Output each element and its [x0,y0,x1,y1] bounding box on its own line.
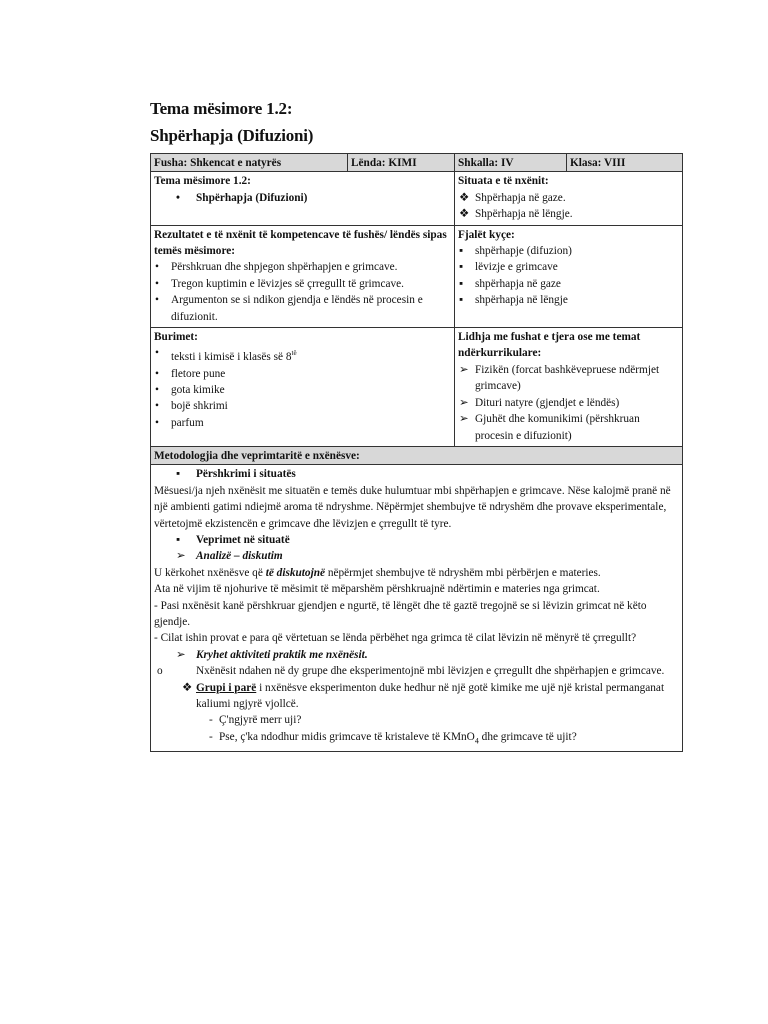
kryhet-heading: Kryhet aktiviteti praktik me nxënësit. [196,648,368,661]
list-item [458,411,679,444]
list-item [154,663,679,679]
bullet-marker: • [155,384,159,397]
list-item [458,276,679,292]
pershkrimi-heading: Përshkrimi i situatës [196,468,296,481]
questions [154,712,679,749]
rezultatet-item: Përshkruan dhe shpjegon shpërhapjen e grimcave. [171,261,398,274]
burimet-item: parfum [171,416,204,429]
bullet-marker: • [155,294,159,307]
page-title-line-1: Tema mësimore 1.2: [150,99,293,118]
bullet-marker: • [155,277,159,290]
list-item [458,362,679,395]
fjalet-item: lëvizje e grimcave [475,261,558,274]
tema-cell [151,172,455,225]
metodologjia-label: Metodologjia dhe veprimtaritë e nxënësve: [151,446,683,464]
metodologjia-cell [151,465,683,752]
fjalet-cell [455,225,683,327]
tema-item: Shpërhapja (Difuzioni) [196,191,308,204]
lidhja-item: Fizikën (forcat bashkëvepruese ndërmjet grimcave) [475,363,660,393]
situata-cell [455,172,683,225]
situata-list [458,190,679,223]
lidhja-item: Dituri natyre (gjendjet e lëndës) [475,396,620,409]
lesson-plan-table [150,153,683,752]
question-text: Pse, ç'ka ndodhur midis grimcave të kristaleve të KMnO [219,730,475,743]
list-item [458,243,679,259]
list-item [154,259,451,275]
lidhja-list [458,362,679,444]
bullet-marker: • [155,400,159,413]
list-item [458,206,679,222]
list-item [154,276,451,292]
bullet-marker: • [176,191,180,204]
header-row [151,154,683,172]
paragraph-2: Ata në vijim të njohurive të mësimit të mëparshëm përshkruajnë ndërtimin e materies nga grimcat. [154,583,600,596]
list-item [154,415,451,431]
metodologjia-row [151,465,683,752]
burimet-item: teksti i kimisë i klasës së 8 [171,351,292,364]
rezultatet-list [154,259,451,325]
diamond-marker: ❖ [459,208,470,221]
arrow-marker: ➢ [459,396,469,409]
situata-heading-list [154,466,679,482]
burimet-item: bojë shkrimi [171,400,228,413]
arrow-marker: ➢ [459,413,469,426]
square-marker: ▪ [459,245,464,258]
situata-label: Situata e të nxënit: [458,175,549,188]
subscript: 4 [474,736,479,746]
list-item [458,259,679,275]
rezultatet-row [151,225,683,327]
question-text-end: dhe grimcave të ujit? [478,730,577,743]
rezultatet-item: Argumenton se si ndikon gjendja e lëndës në procesin e difuzionit. [171,294,423,323]
bullet-marker: • [155,367,159,380]
list-item [154,398,451,414]
square-marker: ▪ [459,294,464,307]
grupet-list [154,663,679,679]
fjalet-list [458,243,679,309]
diamond-marker: ❖ [182,681,193,694]
lenda-cell: Lënda: KIMI [348,154,455,172]
fjalet-item: shpërhapja në gaze [475,277,561,290]
list-item [458,292,679,308]
veprimet-heading-list [154,532,679,565]
rezultatet-cell [151,225,455,327]
lidhja-item: Gjuhët dhe komunikimi (përshkruan procesin e difuzionit) [475,413,640,442]
situata-item: Shpërhapja në lëngje. [475,208,573,221]
fjalet-label: Fjalët kyçe: [458,228,515,241]
fjalet-item: shpërhapje (difuzion) [475,245,572,258]
paragraph-3: - Pasi nxënësit kanë përshkruar gjendjen e ngurtë, të lëngët dhe të gaztë tregojnë se si lëvizin grimcat në këto gjendje. [154,599,647,628]
paragraph-1 [154,565,679,581]
burimet-label: Burimet: [154,331,198,344]
list-item [154,466,679,482]
question-text: Ç'ngjyrë merr uji? [219,714,302,727]
klasa-cell: Klasa: VIII [567,154,683,172]
rezultatet-item: Tregon kuptimin e lëvizjes së çrregullt të grimcave. [171,277,404,290]
burimet-item: fletore pune [171,367,226,380]
arrow-marker: ➢ [176,550,186,563]
superscript: të [291,349,297,358]
tema-list [154,190,451,206]
burimet-row [151,328,683,447]
list-item [154,190,451,206]
shkalla-cell: Shkalla: IV [455,154,567,172]
square-marker: ▪ [459,261,464,274]
page-title [150,95,313,149]
list-item [154,647,679,663]
arrow-marker: ➢ [459,363,469,376]
list-item [458,190,679,206]
tema-row [151,172,683,225]
arrow-marker: ➢ [176,648,186,661]
paragraph-1-end: nëpërmjet shembujve të ndryshëm mbi përbërjen e materies. [325,566,601,579]
question-item [209,729,679,750]
burimet-cell [151,328,455,447]
bullet-marker: • [155,347,159,360]
square-marker: ▪ [176,533,181,546]
grupi-text: i nxënësve eksperimenton duke hedhur në një gotë kimike me ujë një kristal permanganat kaliumi ngjyrë vjollcë. [196,681,665,710]
diamond-marker: ❖ [459,191,470,204]
fusha-cell: Fusha: Shkencat e natyrës [151,154,348,172]
list-item [154,532,679,548]
square-marker: ▪ [176,468,181,481]
dash-marker: - [209,730,213,743]
veprimet-heading: Veprimet në situatë [196,533,290,546]
tema-label: Tema mësimore 1.2: [154,175,251,188]
fjalet-item: shpërhapja në lëngje [475,294,568,307]
pershkrimi-text: Mësuesi/ja njeh nxënësit me situatën e temës duke hulumtuar mbi shpërhapjen e grimcave. Nëse kalojmë pranë në një ambienti gatimi ndiejmë aroma të ndryshme. Nëpërmjet shembujve të ndryshëm dhe provave eksperimentale, vërtetojmë ekzistencën e grimcave dhe lëvizjen e çrregullt të tyre. [154,484,671,530]
burimet-item: gota kimike [171,384,225,397]
square-marker: ▪ [459,277,464,290]
grupi-label: Grupi i parë [196,681,257,694]
paragraph-4: - Cilat ishin provat e para që vërtetuan se lënda përbëhet nga grimca të cilat lëvizin në mënyrë të çrregullt? [154,632,637,645]
list-item [154,345,451,365]
list-item [154,292,451,325]
dash-marker: - [209,714,213,727]
list-item [154,548,679,564]
aktiviteti-list [154,647,679,663]
burimet-list [154,345,451,431]
list-item [154,366,451,382]
grupet-item: Nxënësit ndahen në dy grupe dhe eksperimentojnë mbi lëvizjen e çrregullt dhe shpërhapjen e grimcave. [196,665,665,678]
analize-heading: Analizë – diskutim [196,550,283,563]
question-item [209,712,679,728]
page-title-line-2: Shpërhapja (Difuzioni) [150,126,314,145]
situata-item: Shpërhapja në gaze. [475,191,566,204]
metodologjia-header-row [151,446,683,464]
circle-marker: o [157,665,163,678]
list-item [154,382,451,398]
bullet-marker: • [155,416,159,429]
paragraph-1-emphasis: të diskutojnë [265,566,326,579]
rezultatet-label: Rezultatet e të nxënit të kompetencave të fushës/ lëndës sipas temës mësimore: [154,228,447,258]
paragraph-1-start: U kërkohet nxënësve që [154,566,266,579]
grupi-list [154,680,679,713]
list-item [154,680,679,713]
list-item [458,395,679,411]
lidhja-cell [455,328,683,447]
bullet-marker: • [155,261,159,274]
lidhja-label: Lidhja me fushat e tjera ose me temat ndërkurrikulare: [458,331,641,360]
